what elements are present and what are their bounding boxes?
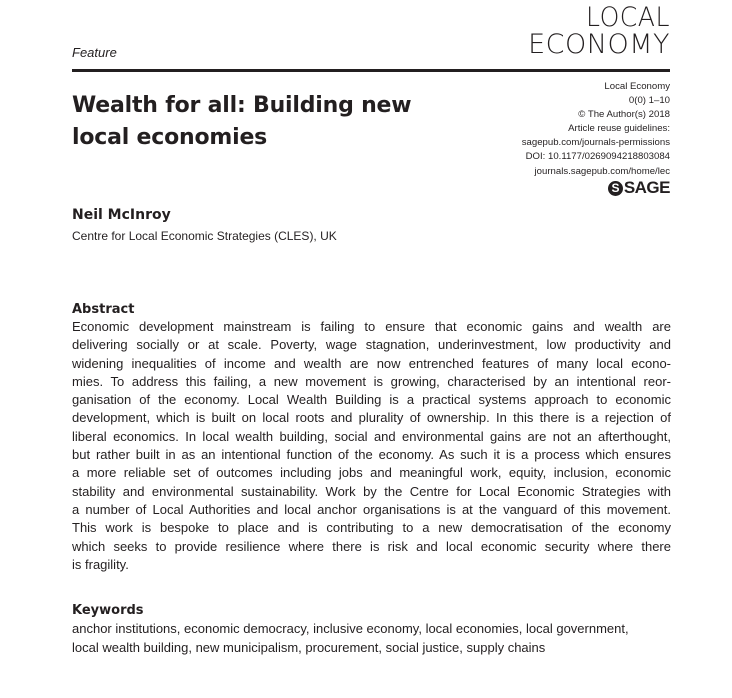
abstract-line: stability and environmental sustainability. Work by the Centre for Local Economic Strategies with <box>72 483 671 499</box>
keywords-line: local wealth building, new municipalism, procurement, social justice, supply chains <box>72 639 546 655</box>
title-line: local economies <box>72 125 268 150</box>
publisher-logo <box>608 178 670 198</box>
author-affiliation: Centre for Local Economic Strategies (CLES), UK <box>72 229 337 243</box>
abstract-line: mies. To address this failing, a new movement is growing, characterised by an intentional reor- <box>72 373 671 389</box>
header-rule <box>72 69 670 72</box>
keywords-line: anchor institutions, economic democracy, inclusive economy, local economies, local government, <box>72 621 629 636</box>
keywords-heading: Keywords <box>72 603 144 618</box>
meta-home-link[interactable]: journals.sagepub.com/home/lec <box>534 165 670 177</box>
abstract-line: ganisation of the economy. Local Wealth Building is a practical systems approach to economic <box>72 392 671 408</box>
sage-s-icon: S <box>608 181 623 196</box>
abstract-body <box>72 318 671 574</box>
publication-meta <box>522 80 670 179</box>
meta-copyright: © The Author(s) 2018 <box>578 109 670 121</box>
meta-doi[interactable]: DOI: 10.1177/0269094218803084 <box>525 151 670 163</box>
abstract-line: delivering socially or at scale. Poverty, wage stagnation, underinvestment, low productivity and <box>72 337 671 353</box>
meta-reuse-link[interactable]: sagepub.com/journals-permissions <box>521 137 670 149</box>
abstract-line: which seeks to provide resilience where there is risk and local economic security where there <box>72 538 671 554</box>
abstract-line: liberal economics. In local wealth building, social and environmental gains are not an afterthought, <box>72 428 671 444</box>
abstract-line: a more reliable set of outcomes including jobs and meaningful work, equity, inclusion, economic <box>72 465 671 481</box>
title-line: Wealth for all: Building new <box>72 93 412 118</box>
abstract-line: Economic development mainstream is failing to ensure that economic gains and wealth are <box>72 319 671 334</box>
journal-logo-line1: LOCAL <box>586 2 670 33</box>
publisher-name: SAGE <box>623 178 670 197</box>
abstract-line: widening inequalities of income and wealth are now entrenched features of many local econo- <box>72 355 671 371</box>
abstract-line: a number of Local Authorities and local anchor organisations is at the vanguard of this movement. <box>72 501 671 517</box>
journal-logo-line2: ECONOMY <box>528 29 670 60</box>
keywords-body <box>72 620 671 657</box>
abstract-line: This work is bespoke to place and is contributing to a new democratisation of the economy <box>72 520 671 536</box>
abstract-line: development, which is built on local roots and plurality of ownership. In this there is a rejection of <box>72 410 671 426</box>
journal-logo <box>528 4 670 58</box>
meta-issue: 0(0) 1–10 <box>628 95 670 107</box>
meta-reuse-label: Article reuse guidelines: <box>568 123 670 135</box>
abstract-line: but rather built in as an intentional function of the economy. As such it is a process which ensures <box>72 447 671 463</box>
author-name: Neil McInroy <box>72 207 171 223</box>
article-title <box>72 90 432 154</box>
abstract-heading: Abstract <box>72 302 135 317</box>
section-label: Feature <box>72 45 117 60</box>
abstract-line: is fragility. <box>72 556 129 572</box>
meta-journal: Local Economy <box>604 81 670 92</box>
